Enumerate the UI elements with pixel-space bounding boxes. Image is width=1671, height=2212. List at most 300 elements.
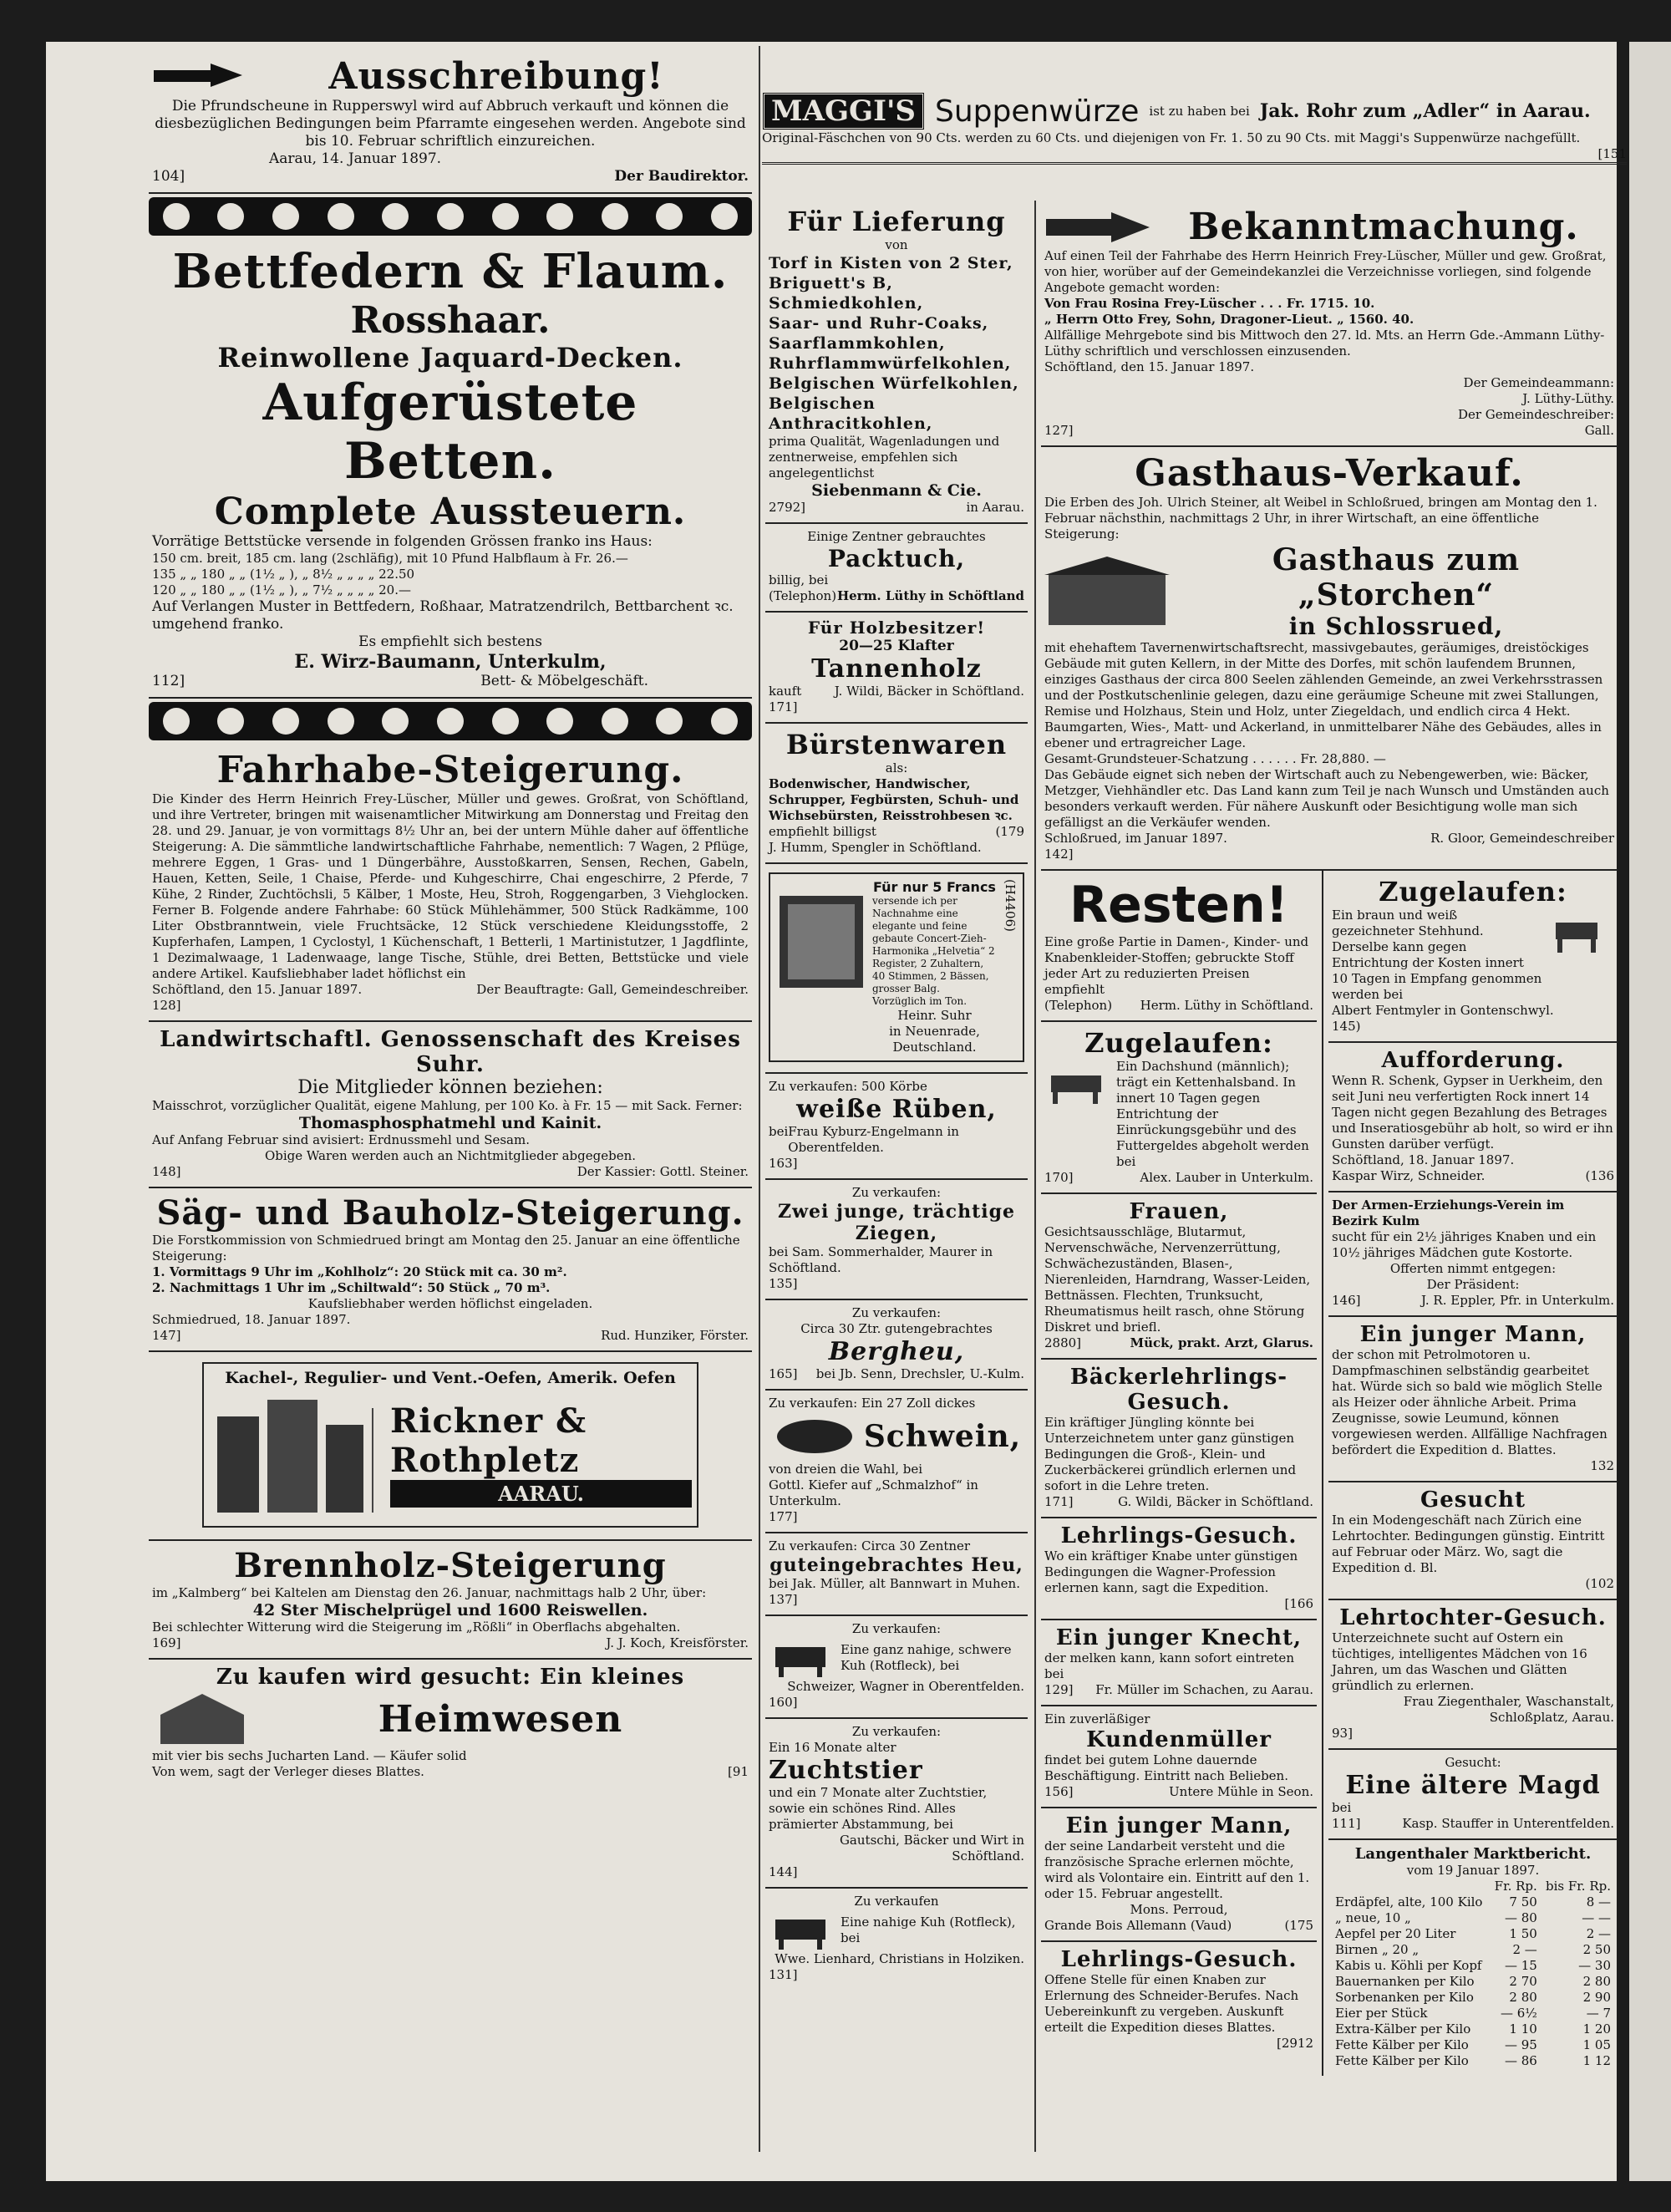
ad-ausschreibung	[149, 50, 752, 194]
table-cell: — 95	[1504, 2037, 1537, 2052]
ad-place: Schöftland, den 15. Januar 1897.	[152, 982, 363, 997]
ad-number: [91	[728, 1764, 749, 1779]
price-row: 150 cm. breit, 185 cm. lang (2schläfig), mit 10 Pfund Halbflaum à Fr. 26.—	[152, 551, 628, 566]
ad-line: Reinwollene Jaquard-Decken.	[217, 342, 683, 374]
ad-kuh-oberentfelden	[765, 1616, 1028, 1719]
ad-firm: Kaspar Wirz, Schneider.	[1332, 1168, 1486, 1183]
ad-title: Lehrlings-Gesuch.	[1060, 1947, 1298, 1972]
ad-text: Von wem, sagt der Verleger dieses Blattes.	[152, 1764, 424, 1779]
ad-firm: Herm. Lüthy in Schöftland	[836, 588, 1024, 603]
ad-text: Ein 16 Monate alter	[769, 1740, 896, 1755]
ad-place: Schmiedrued, 18. Januar 1897.	[152, 1312, 351, 1327]
pointing-hand-icon	[152, 58, 244, 95]
ad-firm: Bett- & Möbelgeschäft.	[480, 673, 648, 689]
ad-text: der schon mit Petrolmotoren u. Dampfmaschinen selbständig gearbeitet hat. Würde sich so bald wie möglich Stelle als Heizer oder ähnliche Arbeit. Prima Zeugnisse, sowie Leumund, können vorgewiesen werden. Allfällige Nachfragen befördert die Expedition d. Blattes.	[1332, 1347, 1608, 1457]
ad-text: Offene Stelle für einen Knaben zur Erlernung des Schneider-Berufes. Nach Uebereinkunft zu vergeben. Auskunft erteilt die Expedition dieses Blattes.	[1044, 1972, 1299, 2035]
ad-title: Fahrhabe-Steigerung.	[216, 749, 684, 791]
ad-zugelaufen-stehhund	[1328, 871, 1618, 1043]
ad-firm: Mück, prakt. Arzt, Glarus.	[1130, 1335, 1313, 1350]
ad-firm: Gautschi, Bäcker und Wirt in Schöftland.	[839, 1833, 1024, 1864]
ad-signature: Der Kassier: Gottl. Steiner.	[576, 1164, 749, 1179]
ad-text: Eine nahige Kuh (Rotfleck), bei	[841, 1915, 1016, 1945]
ad-bekanntmachung	[1041, 201, 1618, 447]
table-cell: 1 20	[1582, 2021, 1611, 2037]
ad-number: 163]	[769, 1156, 798, 1171]
ad-oefen	[149, 1352, 752, 1541]
table-cell: Eier per Stück	[1335, 2006, 1428, 2021]
ad-date: vom 19 Januar 1897.	[1406, 1863, 1540, 1878]
ad-city: Grande Bois Allemann (Vaud)	[1044, 1918, 1232, 1933]
ad-junger-mann-heizer	[1328, 1317, 1618, 1482]
ad-junger-knecht	[1041, 1620, 1317, 1706]
ad-item: 1. Vormittags 9 Uhr im „Kohlholz“: 20 Stück mit ca. 30 m².	[152, 1264, 567, 1279]
table-row	[1332, 2053, 1614, 2069]
ad-junger-mann-volontaire	[1041, 1808, 1317, 1942]
ad-city: in Aarau.	[966, 500, 1024, 515]
table-cell: — 30	[1578, 1958, 1611, 1973]
ad-text: findet bei gutem Lohne dauernde Beschäftigung. Eintritt nach Belieben.	[1044, 1752, 1288, 1783]
market-table	[1332, 1879, 1614, 2069]
ad-title: Bettfedern & Flaum.	[172, 244, 729, 299]
ad-text: Ein kräftiger Jüngling könnte bei Unterzeichnetem unter ganz günstigen Bedingungen die Groß-, Klein- und Zuckerbäckerei gründlich erlernen und sofort in die Lehre treten.	[1044, 1415, 1297, 1493]
ad-zugelaufen-dachshund	[1041, 1022, 1317, 1194]
table-row	[1332, 1974, 1614, 1990]
ad-schwein	[765, 1391, 1028, 1533]
ad-title: Eine ältere Magd	[1345, 1771, 1601, 1800]
ad-packtuch	[765, 524, 1028, 613]
ad-telephone: (Telephon)	[769, 588, 837, 603]
table-cell: 2 80	[1582, 1974, 1611, 1989]
table-cell: Erdäpfel, alte, 100 Kilo	[1335, 1894, 1483, 1909]
ad-text: Offerten nimmt entgegen:	[1389, 1261, 1557, 1276]
dog-illustration-icon	[1044, 1059, 1111, 1109]
ad-title: Für Holzbesitzer!	[807, 618, 986, 638]
ad-signature: Der Gemeindeschreiber:	[1457, 407, 1614, 422]
ad-gesucht-lehrtochter	[1328, 1482, 1618, 1600]
ad-number: 156]	[1044, 1784, 1074, 1799]
ad-number: 2880]	[1044, 1335, 1082, 1350]
ad-title: Für Lieferung	[787, 206, 1006, 237]
table-row	[1332, 1958, 1614, 1974]
table-cell: Extra-Kälber per Kilo	[1335, 2021, 1471, 2037]
ad-title: Zu kaufen wird gesucht: Ein kleines	[216, 1665, 685, 1690]
ad-text: Kaufsliebhaber werden höflichst eingeladen.	[307, 1296, 593, 1311]
ad-text: Zu verkaufen:	[851, 1724, 942, 1739]
ad-number: (136	[1585, 1168, 1614, 1183]
table-row	[1332, 2021, 1614, 2037]
ad-number: 129]	[1044, 1682, 1074, 1697]
ad-number: 93]	[1332, 1726, 1353, 1741]
table-row	[1332, 2037, 1614, 2053]
ad-item: 2. Nachmittags 1 Uhr im „Schiltwald“: 50 Stück „ 70 m³.	[152, 1280, 551, 1295]
ad-resten	[1041, 871, 1317, 1022]
ad-item: „ Herrn Otto Frey, Sohn, Dragoner-Lieut. „ 1560. 40.	[1044, 312, 1415, 327]
ad-text: Gesamt-Grundsteuer-Schatzung . . . . . . Fr. 28,880. —	[1044, 751, 1386, 766]
table-cell: 1 12	[1582, 2053, 1611, 2068]
list-item: Ruhrflammwürfelkohlen,	[769, 354, 1012, 373]
ad-text: ist zu haben bei	[1149, 103, 1250, 119]
ad-title: Frauen,	[1129, 1199, 1229, 1224]
table-cell: 8 —	[1586, 1894, 1611, 1909]
ad-title: Ein junger Knecht,	[1055, 1625, 1303, 1650]
ad-frauen	[1041, 1194, 1317, 1360]
table-cell: Fr. Rp.	[1494, 1879, 1537, 1894]
ad-headline: Resten!	[1069, 876, 1289, 934]
ad-baeckerlehrling	[1041, 1360, 1317, 1518]
ad-text: der melken kann, kann sofort eintreten bei	[1044, 1650, 1294, 1681]
ad-text: billig, bei	[769, 572, 829, 587]
ad-line: Complete Aussteuern.	[214, 491, 687, 533]
ad-text: Zu verkaufen:	[851, 1305, 942, 1320]
table-cell: — 7	[1586, 2006, 1611, 2021]
accordion-illustration-icon	[775, 879, 867, 1004]
ad-number: [151	[1597, 146, 1627, 161]
table-cell	[1332, 1879, 1490, 1894]
ad-title: Bürstenwaren	[785, 729, 1008, 760]
ad-text: sucht für ein 2½ jähriges Knaben und ein 10½ jähriges Mädchen gute Kostorte.	[1332, 1229, 1597, 1260]
ad-text: im „Kalmberg“ bei Kaltelen am Dienstag den 26. Januar, nachmittags halb 2 Uhr, über:	[152, 1585, 707, 1600]
ad-text: Unterzeichnete sucht auf Ostern ein tüchtiges, intelligentes Mädchen von 16 Jahren, um das Waschen und Glätten gründlich zu erlernen.	[1332, 1630, 1587, 1693]
table-row	[1332, 1942, 1614, 1958]
table-cell: 2 —	[1512, 1942, 1537, 1957]
ad-text: Gesichtsausschläge, Blutarmut, Nervenschwäche, Nervenzerrüttung, Schwächezuständen, Blasen-, Nierenleiden, Harndrang, Wasser-Leiden, Bettnässen. Flechten, Trunksucht, Rheumatismus heilt rasch, ohne Störung Diskret und briefl.	[1044, 1224, 1311, 1335]
ad-city: in Neuenrade, Deutschland.	[889, 1024, 980, 1055]
ad-number: 146]	[1332, 1293, 1361, 1308]
list-item: Briguett's B,	[769, 274, 893, 292]
ad-number: 144]	[769, 1864, 798, 1879]
price-row: 135 „ „ 180 „ „ (1½ „ ), „ 8½ „ „ „ „ 22.50	[152, 567, 415, 582]
ad-signature: J. J. Koch, Kreisförster.	[606, 1635, 749, 1650]
ad-firm: Herm. Lüthy in Schöftland.	[1140, 998, 1313, 1013]
ad-title: Kundenmüller	[1086, 1727, 1272, 1752]
ad-title: Langenthaler Marktbericht.	[1354, 1845, 1592, 1863]
table-cell: Birnen „ 20 „	[1335, 1942, 1420, 1957]
ad-signature: Rud. Hunziker, Förster.	[601, 1328, 749, 1343]
ad-headline: in Schlossrued,	[1288, 613, 1504, 640]
ad-title: Ein junger Mann,	[1359, 1322, 1587, 1347]
table-cell: 1 50	[1509, 1926, 1537, 1941]
ad-headline: guteingebrachtes Heu,	[769, 1554, 1023, 1576]
ad-number: 148]	[152, 1164, 181, 1179]
ad-title: Aufforderung.	[1381, 1048, 1565, 1073]
ad-title: Für nur 5 Francs	[873, 879, 996, 895]
ad-number: 131]	[769, 1967, 798, 1982]
ad-telephone: (Telephon)	[1044, 998, 1113, 1013]
ad-signature: Gall.	[1584, 423, 1614, 438]
ad-buerstenwaren	[765, 724, 1028, 864]
ad-firm: Schweizer, Wagner in Oberentfelden.	[787, 1679, 1024, 1694]
ad-number: 104]	[152, 168, 185, 185]
table-cell: — 80	[1504, 1910, 1537, 1925]
house-illustration-icon	[152, 1690, 252, 1748]
ad-headline: Bergheu,	[828, 1337, 965, 1366]
ad-maggi	[762, 92, 1627, 165]
ad-title: Ein junger Mann,	[1065, 1813, 1293, 1838]
column-right	[1034, 201, 1624, 2076]
pig-illustration-icon	[769, 1411, 861, 1462]
list-item: Saar- und Ruhr-Coaks,	[769, 314, 989, 333]
table-cell: Sorbenanken per Kilo	[1335, 1990, 1474, 2005]
ad-place: Schöftland, den 15. Januar 1897.	[1044, 359, 1255, 374]
ad-headline: weiße Rüben,	[796, 1095, 997, 1124]
table-cell: 2 70	[1509, 1974, 1537, 1989]
ad-text: versende ich per Nachnahme eine elegante und feine gebaute Concert-Zieh-Harmonika „Helvetia“ 2 Register, 2 Zuhaltern, 40 Stimmen, 2 Bässen, grosser Balg. Vorzüglich im Ton.	[872, 895, 995, 1007]
ad-text: Gesucht:	[1445, 1755, 1501, 1770]
ad-firm: Frau Kyburz-Engelmann in Oberentfelden.	[788, 1124, 959, 1155]
ad-number: [2912	[1276, 2036, 1313, 2051]
maggi-logo: MAGGI'S	[762, 92, 925, 130]
ad-lehrlings-gesuch-wagner	[1041, 1518, 1317, 1620]
table-cell: 1 10	[1509, 2021, 1537, 2037]
ad-number: 171]	[769, 699, 798, 714]
ad-text: Ein braun und weiß gezeichneter Stehhund. Derselbe kann gegen Entrichtung der Kosten innert 10 Tagen in Empfang genommen werden bei	[1332, 908, 1542, 1002]
price-row: 120 „ „ 180 „ „ (1½ „ ), „ 7½ „ „ „ „ 20.—	[152, 582, 411, 597]
ad-text: mit ehehaftem Tavernenwirtschaftsrecht, massivgebautes, geräumiges, dreistöckiges Gebäude mit guten Kellern, in der Mitte des Dorfes, mit schön laufendem Brunnen, einziges Gasthaus der circa 800 Seelen zählenden Gemeinde, an zwei Verkehrsstrassen und der Postkutschenlinie gelegen, dazu eine geräumige Scheune mit zwei Stallungen, Remise und Holzhaus, Stein und Holz, unter Ziegeldach, und endlich circa 4 Hekt. Baumgarten, Wies-, Matt- und Ackerland, in unmittelbarer Nähe des Gebäudes, alles in ebener und ertragreicher Lage.	[1044, 640, 1603, 750]
table-cell: Bauernanken per Kilo	[1335, 1974, 1475, 1989]
table-cell: — 6½	[1500, 2006, 1537, 2021]
ad-ziegen	[765, 1180, 1028, 1300]
table-cell: Aepfel per 20 Liter	[1335, 1926, 1456, 1941]
ad-text: 42 Ster Mischelprügel und 1600 Reiswellen.	[252, 1601, 648, 1620]
ad-firm: Mons. Perroud,	[1130, 1902, 1228, 1917]
ad-brennstoffe	[765, 201, 1028, 524]
ad-firm: Frau Ziegenthaler, Waschanstalt, Schloßplatz, Aarau.	[1403, 1694, 1614, 1725]
ad-bergheu	[765, 1300, 1028, 1391]
ad-text: Ein zuverläßiger	[1044, 1711, 1150, 1726]
ad-place: Schöftland, 18. Januar 1897.	[1332, 1152, 1515, 1167]
ad-firm: J. Humm, Spengler in Schöftland.	[769, 840, 982, 855]
table-cell: — —	[1582, 1910, 1611, 1925]
ad-firm: Jak. Rohr zum „Adler“ in Aarau.	[1259, 100, 1591, 122]
ad-place: Aarau, 14. Januar 1897.	[269, 150, 442, 167]
ad-text: empfiehlt billigst	[769, 824, 876, 839]
ad-fahrhabe-steigerung	[149, 744, 752, 1022]
ad-firm: Gottl. Kiefer auf „Schmalzhof“ in Unterkulm.	[769, 1477, 978, 1508]
list-item: Belgischen Würfelkohlen,	[769, 374, 1019, 393]
ad-gasthaus-verkauf	[1041, 447, 1618, 871]
table-cell: Fette Kälber per Kilo	[1335, 2053, 1469, 2068]
ad-number: 177]	[769, 1509, 798, 1524]
ad-firm: Albert Fentmyler in Gontenschwyl.	[1332, 1003, 1554, 1018]
ad-code: (H4406)	[1003, 879, 1018, 932]
ad-firm: J. R. Eppler, Pfr. in Unterkulm.	[1421, 1293, 1614, 1308]
ad-title: Lehrlings-Gesuch.	[1060, 1523, 1298, 1548]
ad-firm: Siebenmann & Cie.	[811, 481, 982, 500]
ad-number: 112]	[152, 673, 185, 689]
ad-lehrlings-gesuch-schneider	[1041, 1942, 1317, 2058]
table-row	[1332, 1910, 1614, 1926]
ad-title: Lehrtochter-Gesuch.	[1339, 1605, 1607, 1630]
ad-number: (175	[1284, 1918, 1313, 1933]
ad-number: 170]	[1044, 1170, 1074, 1185]
two-column-section	[1041, 871, 1618, 2076]
ad-aufforderung	[1328, 1043, 1618, 1192]
ad-text: bei	[769, 1124, 789, 1139]
ad-saeg-bauholz	[149, 1188, 752, 1352]
ad-harmonika	[765, 864, 1028, 1074]
table-cell: 2 50	[1582, 1942, 1611, 1957]
ad-brennholz	[149, 1541, 752, 1660]
ad-text: Die Mitglieder können beziehen:	[297, 1077, 603, 1098]
list-item: Torf in Kisten von 2 Ster,	[769, 254, 1013, 272]
ad-firm: E. Wirz-Baumann, Unterkulm,	[294, 651, 607, 673]
ad-number: 171]	[1044, 1494, 1074, 1509]
ad-signature: Der Gemeindeammann:	[1463, 375, 1614, 390]
column-left	[142, 50, 759, 1787]
ad-firm: Heinr. Suhr	[897, 1008, 972, 1023]
ad-text: Zu verkaufen:	[851, 1185, 942, 1200]
ad-text: kauft	[769, 684, 802, 699]
ad-title: Ausschreibung!	[328, 55, 664, 98]
ad-title: Brennholz-Steigerung	[234, 1546, 667, 1585]
table-cell: Kabis u. Köhli per Kopf	[1335, 1958, 1482, 1973]
ad-signature: Der Baudirektor.	[614, 168, 749, 185]
list-item: Saarflammkohlen,	[769, 334, 946, 353]
ad-text: Zu verkaufen: Circa 30 Zentner	[769, 1538, 971, 1553]
ad-text: als:	[885, 760, 908, 775]
ad-title: Bäckerlehrlings-Gesuch.	[1069, 1365, 1288, 1415]
ad-text: Die Kinder des Herrn Heinrich Frey-Lüscher, Müller und gewes. Großrat, von Schöftland, und ihre Vertreter, bringen mit waisenamtlicher Mitwirkung am Donnerstag und Freitag den 28. und 29. Januar, je von vormittags 8½ Uhr an, bei der untern Mühle daher auf öffentliche Steigerung: A. Die sämmtliche landwirtschaftliche Fahrhabe, nementlich: 7 Wagen, 2 Pflüge, mehrere Eggen, 1 Gras- und 1 Düngerbähre, Ausstoßkarren, Sensen, Rechen, Gabeln, Hauen, Ketten, Seile, 1 Chaise, Pferde- und Kuhgeschirre, Chai engeschirre, 2 Pferde, 7 Kühe, 2 Rinder, Zuchtöchsli, 5 Kälber, 1 Moste, Heu, Stroh, Roggengarben, 3 Viehglocken. Ferner B. Folgende andere Fahrhabe: 60 Stück Mühlehämmer, 500 Stück Radkämme, 100 Liter Obstbranntwein, viele Fruchtsäcke, 12 Stück verschiedene Kleidungsstoffe, 2 Kupferhafen, Lampen, 1 Cyclostyl, 1 Küchenschaft, 1 Betterli, 1 Martinistutzer, 1 Jagdflinte, 1 Dezimalwaage, 1 Ladenwaage, lange Tische, Stühle, drei Betten, Bettstücke und viele andere Artikel. Kaufsliebhaber ladet höflichst ein	[152, 791, 749, 981]
ad-number: 137]	[769, 1592, 798, 1607]
ad-number: 127]	[1044, 423, 1074, 438]
ad-text: und ein 7 Monate alter Zuchtstier, sowie ein schönes Rind. Alles prämierter Abstammung, bei	[769, 1785, 988, 1832]
ad-lehrtochter-gesuch	[1328, 1600, 1618, 1750]
ad-headline: Schwein,	[863, 1419, 1022, 1454]
ad-title: Säg- und Bauholz-Steigerung.	[156, 1193, 744, 1233]
ad-text: Die Forstkommission von Schmiedrued bringt am Montag den 25. Januar an eine öffentliche Steigerung:	[152, 1233, 740, 1264]
ad-text: prima Qualität, Wagenladungen und zentnerweise, empfehlen sich angelegentlichst	[769, 434, 1000, 481]
ad-number: 147]	[152, 1328, 181, 1343]
stove-illustration-icon	[209, 1391, 373, 1517]
list-item: Schmiedkohlen,	[769, 294, 924, 313]
ad-text: Eine ganz nahige, schwere Kuh (Rotfleck), bei	[841, 1642, 1012, 1673]
table-cell: — 86	[1504, 2053, 1537, 2068]
ad-text: Zu verkaufen:	[851, 1621, 942, 1636]
ad-signature: Der Präsident:	[1426, 1277, 1520, 1292]
cow-illustration-icon	[769, 1909, 836, 1951]
ad-firm: Wwe. Lienhard, Christians in Holziken.	[775, 1951, 1024, 1966]
table-cell: 7 50	[1509, 1894, 1537, 1909]
list-item: Belgischen Anthracitkohlen,	[769, 394, 933, 433]
ad-text: Allfällige Mehrgebote sind bis Mittwoch den 27. ld. Mts. an Herrn Gde.-Ammann Lüthy-Lüthy schriftlich und verschlossen einzusenden.	[1044, 328, 1605, 358]
ad-text: von	[885, 237, 908, 252]
ad-tannenholz	[765, 613, 1028, 724]
ad-title: Landwirtschaftl. Genossenschaft des Kreises Suhr.	[160, 1027, 741, 1077]
ad-text: Zu verkaufen: 500 Körbe	[769, 1079, 927, 1094]
ad-signature: J. Lüthy-Lüthy.	[1522, 391, 1614, 406]
ad-aeltere-magd	[1328, 1750, 1618, 1840]
ad-number: 142]	[1044, 847, 1074, 862]
ad-text: Die Pfrundscheune in Rupperswyl wird auf Abbruch verkauft und können die diesbezüglichen Bedingungen beim Pfarramte eingesehen werden. Angebote sind bis 10. Februar schriftlich einzureichen.	[155, 98, 746, 150]
ad-city: AARAU.	[390, 1480, 692, 1508]
table-header	[1332, 1879, 1614, 1894]
ad-place: Schloßrued, im Januar 1897.	[1044, 831, 1227, 846]
table-cell: 2 80	[1509, 1990, 1537, 2005]
ad-text: bei	[1332, 1800, 1352, 1815]
ad-text: In ein Modengeschäft nach Zürich eine Lehrtochter. Bedingungen günstig. Eintritt auf Februar oder März. Wo, sagt die Expedition d. Bl.	[1332, 1513, 1605, 1575]
ad-number: 132	[1590, 1458, 1614, 1473]
ad-firm: Alex. Lauber in Unterkulm.	[1140, 1170, 1313, 1185]
ad-text: Obige Waren werden auch an Nichtmitglieder abgegeben.	[264, 1148, 637, 1163]
ad-text: Auf Verlangen Muster in Bettfedern, Roßhaar, Matratzendrilch, Bettbarchent ꝛc. umgehend franko.	[152, 598, 734, 633]
ad-text: Original-Fäschchen von 90 Cts. werden zu 60 Cts. und diejenigen von Fr. 1. 50 zu 90 Cts. mit Maggi's Suppenwürze nachgefüllt.	[762, 130, 1581, 145]
ad-firm: Rickner & Rothpletz	[390, 1401, 587, 1480]
ad-signature: Der Beauftragte: Gall, Gemeindeschreiber.	[476, 982, 749, 997]
table-cell: „ neue, 10 „	[1335, 1910, 1411, 1925]
table-cell: — 15	[1504, 1958, 1537, 1973]
ad-number: 160]	[769, 1695, 798, 1710]
table-row	[1332, 1926, 1614, 1942]
ad-firm: J. Wildi, Bäcker in Schöftland.	[834, 684, 1024, 699]
ad-text: bei Sam. Sommerhalder, Maurer in Schöftland.	[769, 1244, 993, 1275]
ad-text: Auf einen Teil der Fahrhabe des Herrn Heinrich Frey-Lüscher, Müller und gew. Großrat, von hier, worüber auf der Gemeindekanzlei die Verzeichnisse vorliegen, sind folgende Angebote gemacht worden:	[1044, 248, 1607, 295]
ad-signature: R. Gloor, Gemeindeschreiber	[1430, 831, 1614, 846]
ad-number: 145)	[1332, 1019, 1361, 1034]
ad-zuchtstier	[765, 1719, 1028, 1889]
ad-headline: Zuchtstier	[769, 1756, 923, 1785]
ad-title: Gasthaus-Verkauf.	[1135, 452, 1524, 495]
ad-text: mit vier bis sechs Jucharten Land. — Käufer solid	[152, 1748, 467, 1763]
ad-text: bei Jb. Senn, Drechsler, U.-Kulm.	[815, 1366, 1024, 1381]
ad-title: Suppenwürze	[934, 94, 1140, 129]
ad-headline: Zwei junge, trächtige Ziegen,	[778, 1201, 1015, 1244]
column-middle	[759, 201, 1034, 1990]
ad-number: 135]	[769, 1276, 798, 1291]
ad-text: Bei schlechter Witterung wird die Steigerung im „Rößli“ in Oberflachs abgehalten.	[152, 1620, 681, 1635]
table-row	[1332, 1894, 1614, 1910]
ad-text: Die Erben des Joh. Ulrich Steiner, alt Weibel in Schloßrued, bringen am Montag den 1. Februar nächsthin, nachmittags 2 Uhr, in ihrer Wirtschaft, an eine öffentliche Steigerung:	[1044, 495, 1597, 542]
ad-text: Ein Dachshund (männlich); trägt ein Kettenhalsband. In innert 10 Tagen gegen Entrichtung der Einrückungsgebühr und des Futtergeldes abgeholt werden bei	[1116, 1059, 1309, 1169]
table-cell: bis Fr. Rp.	[1546, 1879, 1611, 1894]
ad-rueben	[765, 1074, 1028, 1180]
ad-heu	[765, 1533, 1028, 1616]
ad-text: Auf Anfang Februar sind avisiert: Erdnussmehl und Sesam.	[152, 1132, 530, 1147]
ad-text: Einige Zentner gebrauchtes	[807, 529, 986, 544]
ad-marktbericht	[1328, 1840, 1618, 2076]
ad-number: [166	[1284, 1596, 1313, 1611]
ad-kundenmueller	[1041, 1706, 1317, 1808]
pointing-hand-icon	[1044, 209, 1153, 246]
ad-text: Das Gebäude eignet sich neben der Wirtschaft auch zu Nebengewerben, wie: Bäcker, Metzger, Viehhändler etc. Das Land kann zum Teil je nach Wunsch und Umständen auch besonders verkauft werden. Für nähere Auskunft oder Besichtigung wolle man sich gefälligst an die Verkäufer wenden.	[1044, 767, 1609, 830]
ornament-band	[149, 197, 752, 236]
ad-title: Der Armen-Erziehungs-Verein im Bezirk Kulm	[1332, 1198, 1565, 1228]
table-cell: 2 —	[1586, 1926, 1611, 1941]
ad-number: 128]	[152, 998, 181, 1013]
table-row	[1332, 1990, 1614, 2006]
adjacent-page-edge	[1629, 42, 1671, 2181]
ad-text: Wo ein kräftiger Knabe unter günstigen Bedingungen die Wagner-Profession erlernen kann, sagt die Expedition.	[1044, 1548, 1298, 1595]
ad-firm: Untere Mühle in Seon.	[1169, 1784, 1313, 1799]
ad-headline: Gasthaus zum „Storchen“	[1272, 542, 1521, 613]
ad-kuh-holziken	[765, 1889, 1028, 1990]
cow-illustration-icon	[769, 1637, 836, 1679]
ad-bettfedern	[149, 239, 752, 699]
ad-title: Gesucht	[1420, 1487, 1526, 1513]
ad-headline: Heimwesen	[378, 1697, 623, 1741]
ad-text: Circa 30 Ztr. gutengebrachtes	[800, 1321, 993, 1336]
ad-headline: Tannenholz	[811, 654, 982, 684]
ad-text: Wenn R. Schenk, Gypser in Uerkheim, den seit Juni neu verfertigten Rock innert 14 Tagen nicht gegen Bezahlung des Betrages und Inseratiosgebühr ab holt, so wird er ihn Gunsten darüber verfügt.	[1332, 1073, 1613, 1152]
ad-number: 111]	[1332, 1816, 1361, 1831]
ad-firm: G. Wildi, Bäcker in Schöftland.	[1118, 1494, 1313, 1509]
ad-text: der seine Landarbeit versteht und die französische Sprache erlernen möchte, wird als Volontaire ein. Eintritt auf den 1. oder 15. Februar angestellt.	[1044, 1838, 1310, 1901]
ad-text: Bodenwischer, Handwischer, Schrupper, Fegbürsten, Schuh- und Wichsebürsten, Reisstrohbesen ꝛc.	[769, 776, 1019, 823]
ad-number: (179	[995, 824, 1024, 839]
ad-headline: Packtuch,	[827, 545, 966, 572]
dog-illustration-icon	[1547, 908, 1614, 958]
ad-text: Zu verkaufen	[854, 1894, 939, 1909]
ad-text: bei Jak. Müller, alt Bannwart in Muhen.	[769, 1576, 1020, 1591]
